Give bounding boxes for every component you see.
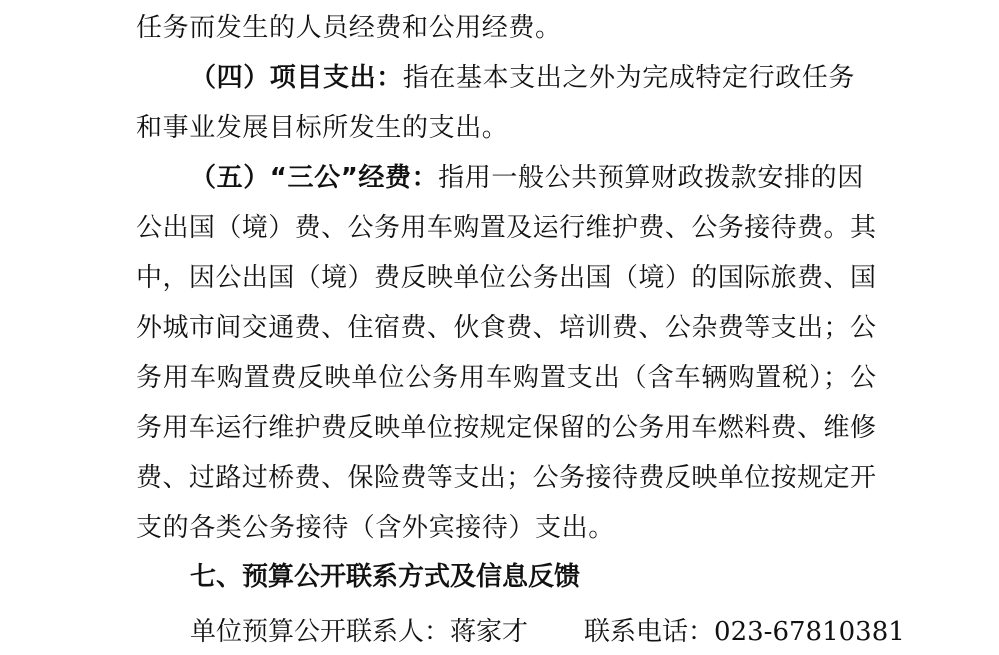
item-4-label: （四）项目支出： [190, 63, 403, 93]
contact-info-row [190, 616, 905, 648]
paragraph-line [136, 12, 562, 44]
item-4-text: 指在基本支出之外为完成特定行政任务 [402, 63, 856, 93]
item-5-line-4: 外城市间交通费、住宿费、伙食费、培训费、公杂费等支出；公 [136, 313, 876, 343]
item-5-line-8 [136, 512, 615, 544]
contact-person-name: 蒋家才 [450, 617, 529, 647]
item-5-line-5: 务用车购置费反映单位公务用车购置支出（含车辆购置税）；公 [136, 363, 876, 393]
item-5-line-3: 中，因公出国（境）费反映单位公务出国（境）的国际旅费、国 [136, 263, 876, 293]
item-4-first-line [190, 62, 855, 94]
item-5-line-2: 公出国（境）费、公务用车购置及运行维护费、公务接待费。其 [136, 213, 876, 243]
paragraph-text: 任务而发生的人员经费和公用经费。 [136, 13, 562, 43]
item-5-text: 支的各类公务接待（含外宾接待）支出。 [136, 513, 615, 543]
contact-phone-label: 联系电话： [584, 617, 715, 647]
item-5-line-6: 务用车运行维护费反映单位按规定保留的公务用车燃料费、维修 [136, 413, 876, 443]
item-4-text: 和事业发展目标所发生的支出。 [136, 113, 509, 143]
contact-phone-value: 023-67810381 [714, 617, 905, 647]
section-7-heading: 七、预算公开联系方式及信息反馈 [190, 562, 581, 592]
item-5-text: 指用一般公共预算财政拨款安排的因 [438, 163, 864, 193]
item-5-line-7: 费、过路过桥费、保险费等支出；公务接待费反映单位按规定开 [136, 463, 876, 493]
item-4-second-line [136, 112, 508, 144]
contact-person-label: 单位预算公开联系人： [190, 617, 451, 647]
item-5-first-line [190, 162, 864, 194]
item-5-label: （五）“三公”经费： [190, 163, 439, 193]
